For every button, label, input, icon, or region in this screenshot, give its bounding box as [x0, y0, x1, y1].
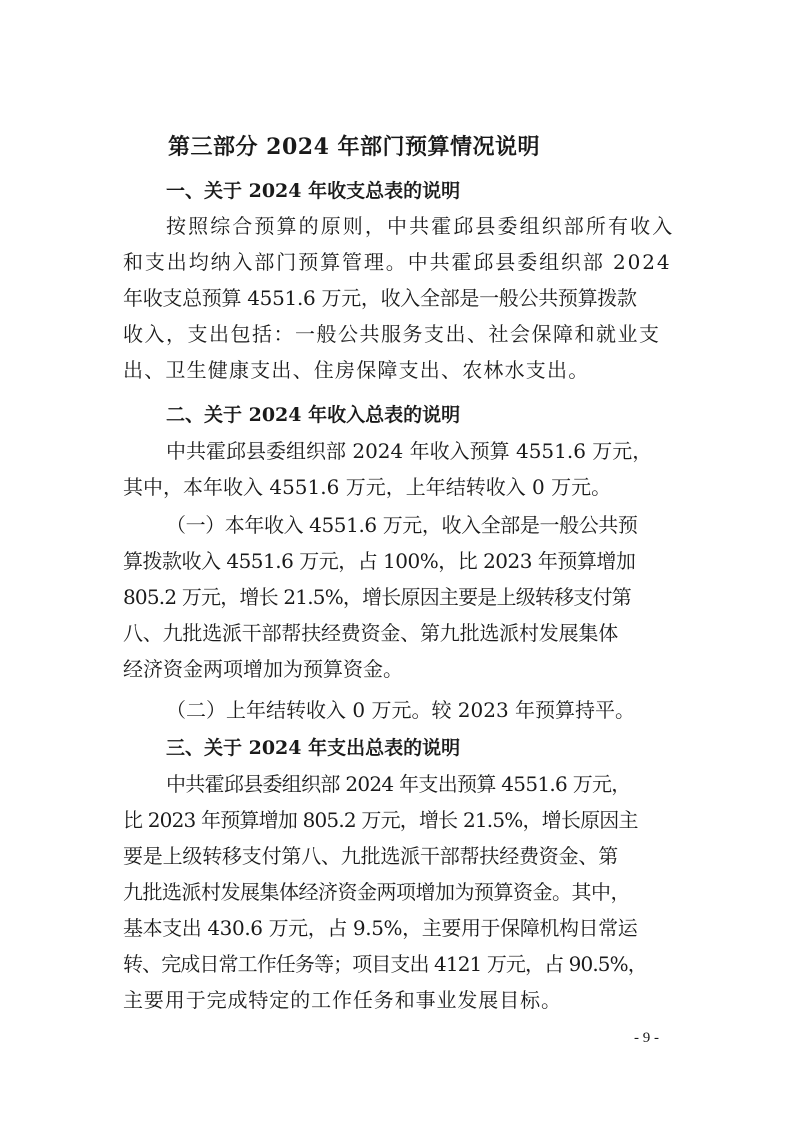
paragraph-line: 八、九批选派干部帮扶经费资金、第九批选派村发展集体	[123, 621, 618, 645]
paragraph-line: 经济资金两项增加为预算资金。	[123, 657, 403, 681]
paragraph-line: 主要用于完成特定的工作任务和事业发展目标。	[123, 988, 562, 1012]
paragraph-line: 转、完成日常工作任务等；项目支出 4121 万元，占 90.5%，	[123, 952, 647, 976]
paragraph-line: （二）上年结转收入 0 万元。较 2023 年预算持平。	[166, 698, 636, 722]
page-number: - 9 -	[634, 1030, 659, 1046]
section-heading-2: 二、关于 2024 年收入总表的说明	[166, 404, 461, 426]
paragraph-line: 年收支总预算 4551.6 万元，收入全部是一般公共预算拨款	[123, 286, 637, 310]
paragraph-line: 比 2023 年预算增加 805.2 万元，增长 21.5%，增长原因主	[123, 808, 638, 832]
paragraph-line: 九批选派村发展集体经济资金两项增加为预算资金。其中，	[123, 880, 630, 904]
section-heading-3: 三、关于 2024 年支出总表的说明	[166, 737, 461, 759]
paragraph-line: 收入，支出包括：一般公共服务支出、社会保障和就业支	[123, 322, 661, 346]
paragraph-line: 其中，本年收入 4551.6 万元，上年结转收入 0 万元。	[123, 475, 612, 499]
paragraph-line: （一）本年收入 4551.6 万元，收入全部是一般公共预	[166, 513, 638, 537]
paragraph-line: 要是上级转移支付第八、九批选派干部帮扶经费资金、第	[123, 844, 618, 868]
page-title: 第三部分 2024 年部门预算情况说明	[168, 134, 541, 160]
paragraph-line: 805.2 万元，增长 21.5%，增长原因主要是上级转移支付第	[123, 585, 631, 609]
paragraph-line: 中共霍邱县委组织部 2024 年支出预算 4551.6 万元，	[166, 772, 631, 796]
paragraph-line: 出、卫生健康支出、住房保障支出、农林水支出。	[123, 358, 590, 382]
paragraph-line: 按照综合预算的原则，中共霍邱县委组织部所有收入	[166, 214, 675, 238]
section-heading-1: 一、关于 2024 年收支总表的说明	[166, 180, 461, 202]
paragraph-line: 算拨款收入 4551.6 万元，占 100%，比 2023 年预算增加	[123, 549, 636, 573]
paragraph-line: 基本支出 430.6 万元，占 9.5%，主要用于保障机构日常运	[123, 916, 638, 940]
paragraph-line: 中共霍邱县委组织部 2024 年收入预算 4551.6 万元，	[166, 439, 653, 463]
paragraph-line: 和支出均纳入部门预算管理。中共霍邱县委组织部 2024	[123, 250, 672, 274]
